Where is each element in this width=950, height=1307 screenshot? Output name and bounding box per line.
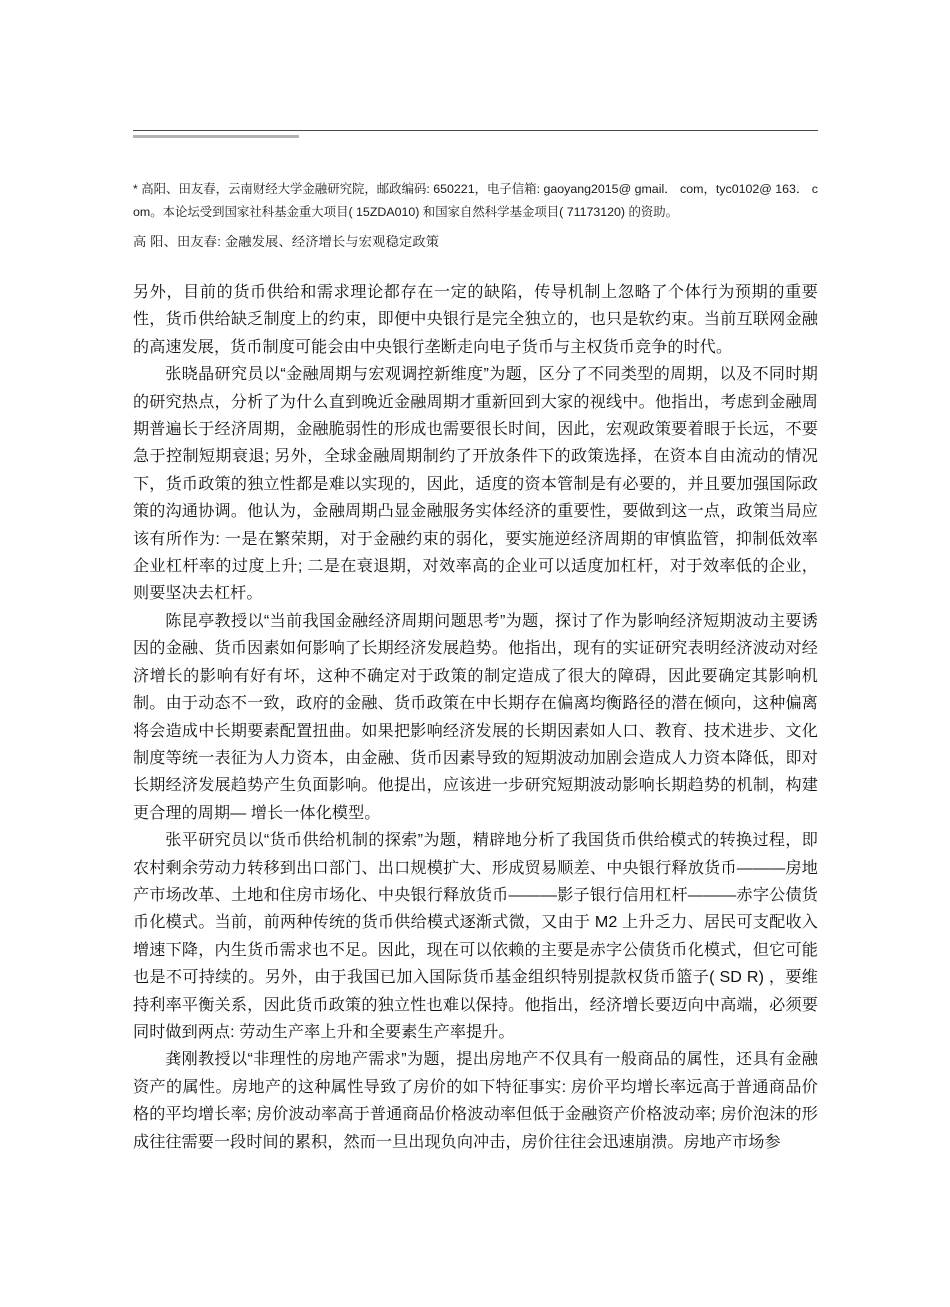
paragraph-monetary-theory: 另外，目前的货币供给和需求理论都存在一定的缺陷，传导机制上忽略了个体行为预期的重要性，货币供给缺乏制度上的约束，即便中央银行是完全独立的，也只是软约束。当前互联网金融的高速发展，货币制度可能会由中央银行垄断走向电子货币与主权货币竞争的时代。 (133, 283, 818, 356)
running-head: 高 阳、田友春: 金融发展、经济增长与宏观稳定政策 (133, 234, 440, 249)
footnote-rule-long (133, 130, 818, 131)
footnote-text: * 高阳、田友春，云南财经大学金融研究院，邮政编码: 650221，电子信箱: gaoyang2015@ gmail． com，tyc0102@ 163． com。本论坛受到国家社科基金重大项目( 15ZDA010) 和国家自然科学基金项目( 71173120) 的资助。 (133, 182, 818, 219)
page-content (133, 130, 818, 1156)
footnote-separator (133, 130, 818, 144)
footnote-rule-short (133, 135, 299, 138)
paragraph-zhang-xiaojing: 张晓晶研究员以“金融周期与宏观调控新维度”为题，区分了不同类型的周期，以及不同时期的研究热点，分析了为什么直到晚近金融周期才重新回到大家的视线中。他指出，考虑到金融周期普遍长于经济周期，金融脆弱性的形成也需要很长时间，因此，宏观政策要着眼于长远，不要急于控制短期衰退; 另外，全球金融周期制约了开放条件下的政策选择，在资本自由流动的情况下，货币政策的独立性都是难以实现的，因此，适度的资本管制是有必要的，并且要加强国际政策的沟通协调。他认为，金融周期凸显金融服务实体经济的重要性，要做到这一点，政策当局应该有所作为: 一是在繁荣期，对于金融约束的弱化，要实施逆经济周期的审慎监管，抑制低效率企业杠杆率的过度上升; 二是在衰退期，对效率高的企业可以适度加杠杆，对于效率低的企业，则要坚决去杠杆。 (133, 365, 818, 603)
paragraph-chen-kunting: 陈昆亭教授以“当前我国金融经济周期问题思考”为题，探讨了作为影响经济短期波动主要诱因的金融、货币因素如何影响了长期经济发展趋势。他指出，现有的实证研究表明经济波动对经济增长的影响有好有坏，这种不确定对于政策的制定造成了很大的障碍，因此要确定其影响机制。由于动态不一致，政府的金融、货币政策在中长期存在偏离均衡路径的潜在倾向，这种偏离将会造成中长期要素配置扭曲。如果把影响经济发展的长期因素如人口、教育、技术进步、文化制度等统一表征为人力资本，由金融、货币因素导致的短期波动加剧会造成人力资本降低，即对长期经济发展趋势产生负面影响。他提出，应该进一步研究短期波动影响长期趋势的机制，构建更合理的周期— 增长一体化模型。 (133, 611, 818, 822)
body-text-container (133, 279, 818, 1156)
paragraph-zhang-ping: 张平研究员以“货币供给机制的探索”为题，精辟地分析了我国货币供给模式的转换过程，即农村剩余劳动力转移到出口部门、出口规模扩大、形成贸易顺差、中央银行释放货币———房地产市场改革、土地和住房市场化、中央银行释放货币———影子银行信用杠杆———赤字公债货币化模式。当前，前两种传统的货币供给模式逐渐式微，又由于 M2 上升乏力、居民可支配收入增速下降，内生货币需求也不足。因此，现在可以依赖的主要是赤字公债货币化模式，但它可能也是不可持续的。另外，由于我国已加入国际货币基金组织特别提款权货币篮子( SD R) ，要维持利率平衡关系，因此货币政策的独立性也难以保持。他指出，经济增长要迈向中高端，必须要同时做到两点: 劳动生产率上升和全要素生产率提升。 (133, 831, 818, 1041)
paragraph-gong-gang: 龚刚教授以“非理性的房地产需求”为题，提出房地产不仅具有一般商品的属性，还具有金融资产的属性。房地产的这种属性导致了房价的如下特征事实: 房价平均增长率远高于普通商品价格的平均增长率; 房价波动率高于普通商品价格波动率但低于金融资产价格波动率; 房价泡沫的形成往往需要一段时间的累积，然而一旦出现负向冲击，房价往往会迅速崩溃。房地产市场参 (133, 1050, 818, 1151)
